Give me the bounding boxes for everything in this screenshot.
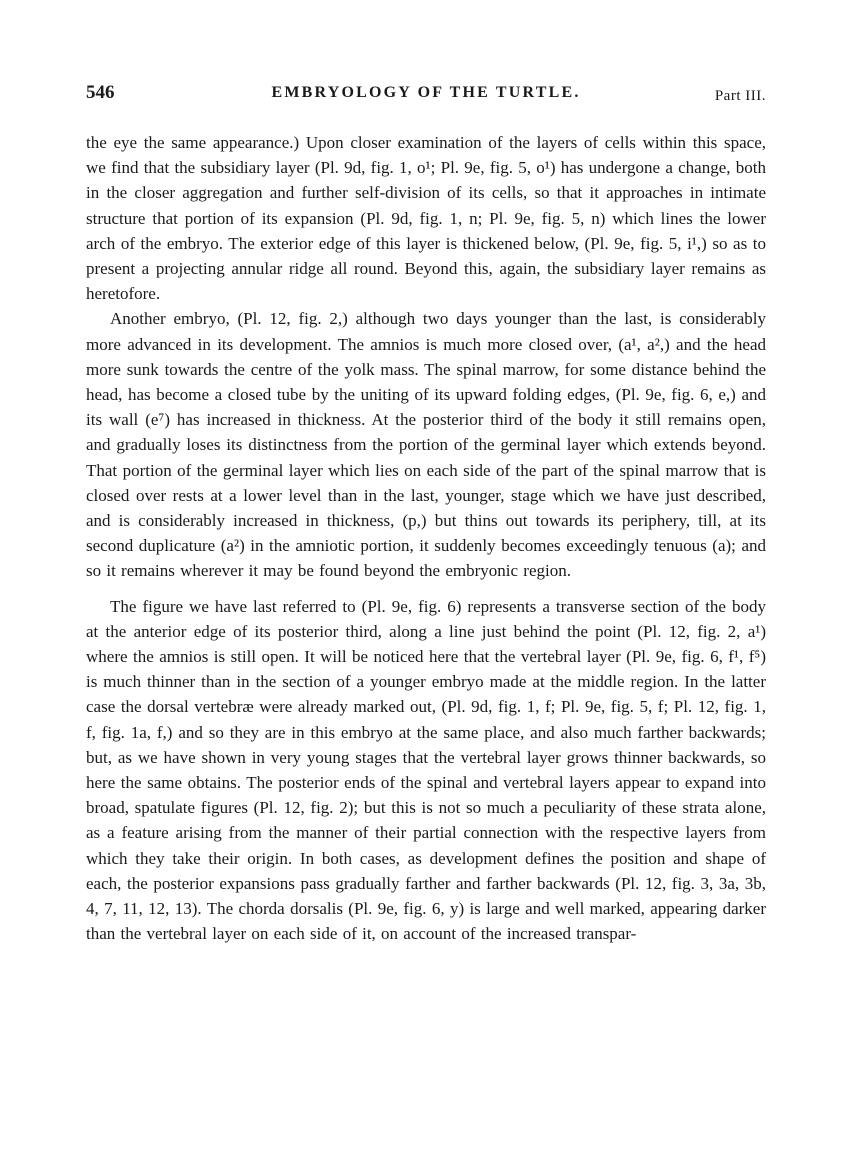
paragraph-transverse-section: The figure we have last referred to (Pl. 9e, fig. 6) represents a transverse section of the body at the anterior edge of its posterior third, along a line just behind the point (Pl. 12, fig. 2, a¹) where the amnios is still open. It will be noticed here that the vertebral layer (Pl. 9e, fig. 6, f¹, f⁵) is much thinner than in the section of a younger embryo made at the middle region. In the latter case the dorsal vertebræ were already marked out, (Pl. 9d, fig. 1, f; Pl. 9e, fig. 5, f; Pl. 12, fig. 1, f, fig. 1a, f,) and so they are in this embryo at the same place, and also much farther backwards; but, as we have shown in very young stages that the vertebral layer grows thinner backwards, so here the same obtains. The posterior ends of the spinal and vertebral layers appear to expand into broad, spatulate figures (Pl. 12, fig. 2); but this is not so much a peculiarity of these strata alone, as a feature arising from the manner of their partial connection with the respective layers from which they take their origin. In both cases, as development defines the position and shape of each, the posterior expansions pass gradually farther and farther backwards (Pl. 12, fig. 3, 3a, 3b, 4, 7, 11, 12, 13). The chorda dorsalis (Pl. 9e, fig. 6, y) is large and well marked, appearing darker than the vertebral layer on each side of it, on account of the increased transpar- <box>86 596 766 944</box>
paragraph-another-embryo: Another embryo, (Pl. 12, fig. 2,) although two days younger than the last, is considerably more advanced in its development. The amnios is much more closed over, (a¹, a²,) and the head more sunk towards the centre of the yolk mass. The spinal marrow, for some distance behind the head, has become a closed tube by the uniting of its upward folding edges, (Pl. 9e, fig. 6, e,) and its wall (e⁷) has increased in thickness. At the posterior third of the body it still remains open, and gradually loses its distinctness from the portion of the germinal layer which extends beyond. That portion of the germinal layer which lies on each side of the part of the spinal marrow that is closed over rests at a lower level than in the last, younger, stage which we have just described, and is considerably increased in thickness, (p,) but thins out towards its periphery, till, at its second duplicature (a²) in the amniotic portion, it suddenly becomes exceedingly tenuous (a); and so it remains wherever it may be found beyond the embryonic region. <box>86 309 766 581</box>
page-body-text <box>86 130 766 947</box>
book-page <box>86 82 766 947</box>
paragraph-continued: the eye the same appearance.) Upon closer examination of the layers of cells within this space, we find that the subsidiary layer (Pl. 9d, fig. 1, o¹; Pl. 9e, fig. 5, o¹) has undergone a change, both in the closer aggregation and further self-division of its cells, so that it approaches in intimate structure that portion of its expansion (Pl. 9d, fig. 1, n; Pl. 9e, fig. 5, n) which lines the lower arch of the embryo. The exterior edge of this layer is thickened below, (Pl. 9e, fig. 5, i¹,) so as to present a projecting annular ridge all round. Beyond this, again, the subsidiary layer remains as heretofore. <box>86 133 766 304</box>
part-label: Part III. <box>714 88 766 104</box>
running-head <box>86 82 766 110</box>
page-number: 546 <box>86 82 115 103</box>
running-title: EMBRYOLOGY OF THE TURTLE. <box>271 84 581 101</box>
